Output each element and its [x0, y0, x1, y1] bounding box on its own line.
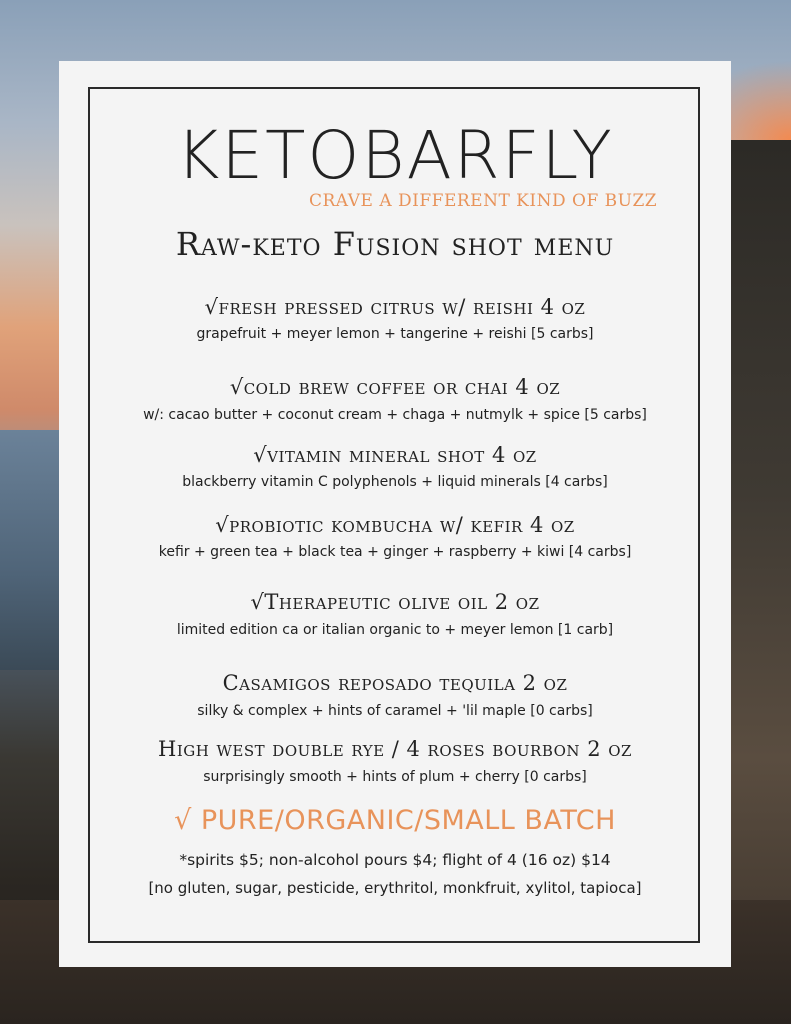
menu-item-name: √probiotic kombucha w/ kefir 4 oz	[215, 513, 575, 537]
menu-item-desc: limited edition ca or italian organic to + meyer lemon [1 carb]	[176, 622, 614, 638]
tagline: CRAVE A DIFFERENT KIND OF BUZZ	[309, 191, 658, 211]
exclusions-note: [no gluten, sugar, pesticide, erythritol, monkfruit, xylitol, tapioca]	[148, 879, 642, 897]
menu-item-desc: grapefruit + meyer lemon + tangerine + reishi [5 carbs]	[196, 326, 594, 342]
menu-item-name: √fresh pressed citrus w/ reishi 4 oz	[204, 295, 586, 319]
menu-item-name: Casamigos reposado tequila 2 oz	[222, 671, 568, 695]
menu-item-desc: blackberry vitamin C polyphenols + liquid minerals [4 carbs]	[182, 474, 608, 490]
menu-item-desc: surprisingly smooth + hints of plum + cherry [0 carbs]	[203, 769, 587, 785]
menu-item-name: √vitamin mineral shot 4 oz	[253, 443, 537, 467]
brand-title: KETOBARFLY	[176, 117, 614, 194]
menu-item-name: High west double rye / 4 roses bourbon 2 oz	[158, 737, 632, 761]
menu-item-desc: silky & complex + hints of caramel + 'lil maple [0 carbs]	[197, 703, 593, 719]
hillside	[721, 140, 791, 1024]
menu-item-name: √Therapeutic olive oil 2 oz	[250, 590, 540, 614]
footer-title: √ PURE/ORGANIC/SMALL BATCH	[174, 805, 616, 836]
menu-item-desc: w/: cacao butter + coconut cream + chaga + nutmylk + spice [5 carbs]	[143, 407, 647, 423]
menu-item-desc: kefir + green tea + black tea + ginger + raspberry + kiwi [4 carbs]	[158, 544, 632, 560]
pricing-note: *spirits $5; non-alcohol pours $4; flight of 4 (16 oz) $14	[179, 851, 611, 869]
menu-title: Raw-keto Fusion shot menu	[175, 225, 615, 263]
menu-card	[59, 61, 731, 967]
menu-item-name: √cold brew coffee or chai 4 oz	[229, 375, 561, 399]
